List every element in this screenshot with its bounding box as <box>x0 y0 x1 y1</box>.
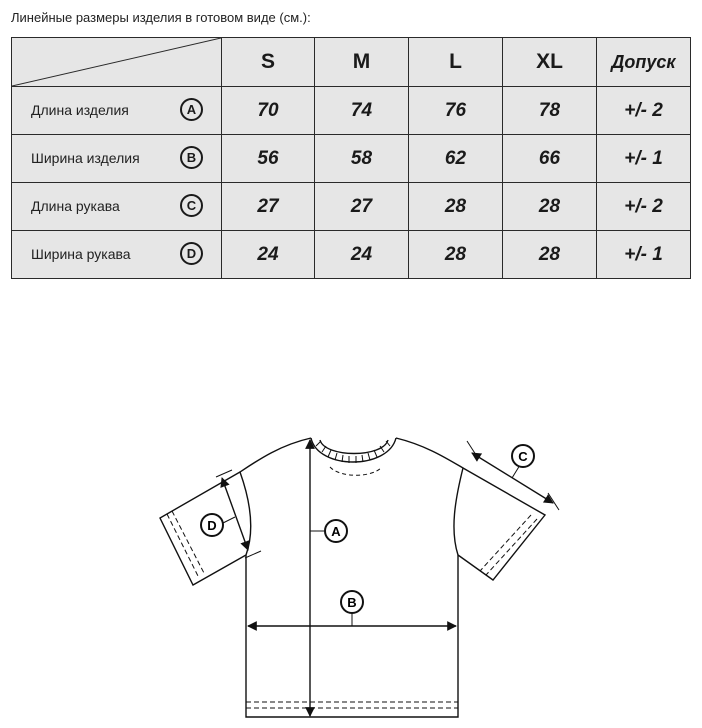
marker-b-label: B <box>347 595 357 610</box>
header-size-xl: XL <box>503 38 597 87</box>
tolerance-cell: +/- 1 <box>597 231 691 279</box>
measure-d <box>201 470 261 558</box>
marker-badge: A <box>180 98 203 121</box>
value-cell: 28 <box>503 183 597 231</box>
value-cell: 24 <box>222 231 315 279</box>
tshirt-outline <box>160 438 545 717</box>
header-size-s: S <box>222 38 315 87</box>
value-cell: 28 <box>409 231 503 279</box>
row-label: Длина изделия <box>31 102 129 118</box>
measure-b <box>248 591 456 626</box>
value-cell: 74 <box>315 87 409 135</box>
value-cell: 62 <box>409 135 503 183</box>
tolerance-cell: +/- 2 <box>597 87 691 135</box>
marker-badge: D <box>180 242 203 265</box>
measure-c <box>467 441 559 510</box>
marker-a-label: A <box>331 524 341 539</box>
row-label: Ширина рукава <box>31 246 131 262</box>
value-cell: 28 <box>503 231 597 279</box>
measure-a <box>310 440 347 716</box>
marker-c-label: C <box>518 449 528 464</box>
value-cell: 24 <box>315 231 409 279</box>
value-cell: 70 <box>222 87 315 135</box>
value-cell: 78 <box>503 87 597 135</box>
marker-d-label: D <box>207 518 217 533</box>
collar-ribbing <box>316 441 390 475</box>
header-size-m: M <box>315 38 409 87</box>
value-cell: 27 <box>315 183 409 231</box>
header-size-l: L <box>409 38 503 87</box>
tolerance-cell: +/- 2 <box>597 183 691 231</box>
value-cell: 27 <box>222 183 315 231</box>
value-cell: 66 <box>503 135 597 183</box>
value-cell: 76 <box>409 87 503 135</box>
tolerance-cell: +/- 1 <box>597 135 691 183</box>
row-label: Длина рукава <box>31 198 120 214</box>
value-cell: 56 <box>222 135 315 183</box>
value-cell: 28 <box>409 183 503 231</box>
header-tolerance: Допуск <box>597 38 691 87</box>
row-label: Ширина изделия <box>31 150 140 166</box>
marker-badge: B <box>180 146 203 169</box>
value-cell: 58 <box>315 135 409 183</box>
marker-badge: C <box>180 194 203 217</box>
page-caption: Линейные размеры изделия в готовом виде (см.): <box>11 10 311 25</box>
